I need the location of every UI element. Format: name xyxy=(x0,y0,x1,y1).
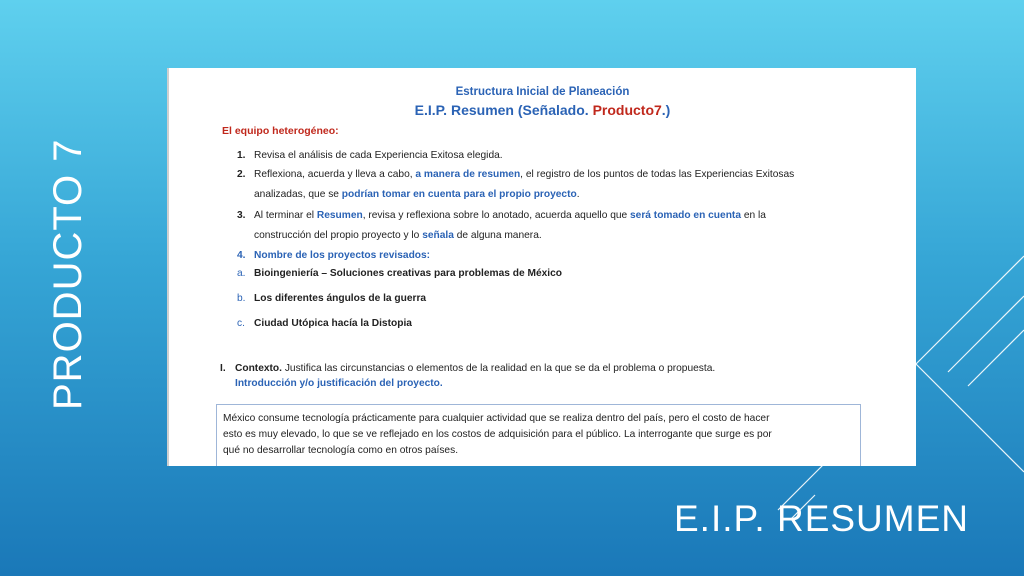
step-3-line-2 xyxy=(254,230,542,241)
step-2-line-2 xyxy=(254,189,580,200)
step-2-line-1 xyxy=(254,169,794,180)
project-b-name: Los diferentes ángulos de la guerra xyxy=(254,293,427,304)
step-2-line2-c: . xyxy=(576,189,580,200)
document-title: Estructura Inicial de Planeación xyxy=(455,86,630,98)
step-1-text: Revisa el análisis de cada Experiencia Exitosa elegida. xyxy=(254,150,503,161)
context-answer-line-3: qué no desarrollar tecnología como en otros países. xyxy=(223,445,459,456)
context-line xyxy=(235,363,715,374)
step-2-text-c: , el registro de los puntos de todas las Experiencias Exitosas xyxy=(520,169,795,180)
step-2-line2-highlight: podrían tomar en cuenta para el propio proyecto xyxy=(341,189,577,200)
subtitle-text: E.I.P. Resumen (Señalado. xyxy=(414,102,593,118)
step-1-number: 1. xyxy=(237,150,246,161)
step-3-line2-highlight: señala xyxy=(422,230,454,241)
project-b-letter: b. xyxy=(237,293,246,304)
context-answer-box xyxy=(216,404,861,466)
context-label: Contexto. xyxy=(235,363,282,374)
step-3-text-a: Al terminar el xyxy=(254,210,317,221)
step-2-highlight: a manera de resumen xyxy=(415,169,521,180)
team-label: El equipo heterogéneo: xyxy=(222,125,339,137)
step-3-number: 3. xyxy=(237,210,246,221)
step-3-highlight-resumen: Resumen xyxy=(316,210,363,221)
slide-bottom-title: E.I.P. RESUMEN xyxy=(673,498,969,539)
step-3-text-e: en la xyxy=(740,210,766,221)
step-3-line2-a: construcción del propio proyecto y lo xyxy=(254,230,423,241)
subtitle-end: .) xyxy=(661,102,671,118)
document-image xyxy=(167,68,916,466)
slide-side-title: PRODUCTO 7 xyxy=(46,138,90,410)
step-3-highlight-tomado: será tomado en cuenta xyxy=(630,210,741,221)
document-subtitle xyxy=(169,102,916,118)
context-sub: Introducción y/o justificación del proyecto. xyxy=(235,378,443,389)
context-answer-line-1: México consume tecnología prácticamente para cualquier actividad que se realiza dentro del país, pero el costo de hacer xyxy=(223,413,770,424)
context-answer-line-2: esto es muy elevado, lo que se ve reflejado en los costos de adquisición para el público. La interrogante que surge es por xyxy=(223,429,772,440)
step-2-text-a: Reflexiona, acuerda y lleva a cabo, xyxy=(254,169,416,180)
step-2-number: 2. xyxy=(237,169,246,180)
project-c-letter: c. xyxy=(237,318,245,329)
context-number: I. xyxy=(220,363,226,374)
step-3-line2-c: de alguna manera. xyxy=(453,230,542,241)
step-3-text-c: , revisa y reflexiona sobre lo anotado, acuerda aquello que xyxy=(362,210,631,221)
step-4-text: Nombre de los proyectos revisados: xyxy=(254,250,431,261)
project-a-name: Bioingeniería – Soluciones creativas para problemas de México xyxy=(254,268,563,279)
step-3-line-1 xyxy=(254,210,766,221)
project-a-letter: a. xyxy=(237,268,246,279)
step-4-number: 4. xyxy=(237,250,246,261)
context-text: Justifica las circunstancias o elementos de la realidad en la que se da el problema o propuesta. xyxy=(281,363,716,374)
step-2-line2-a: analizadas, que se xyxy=(254,189,342,200)
subtitle-product: Producto7 xyxy=(592,102,662,118)
project-c-name: Ciudad Utópica hacía la Distopia xyxy=(254,318,412,329)
